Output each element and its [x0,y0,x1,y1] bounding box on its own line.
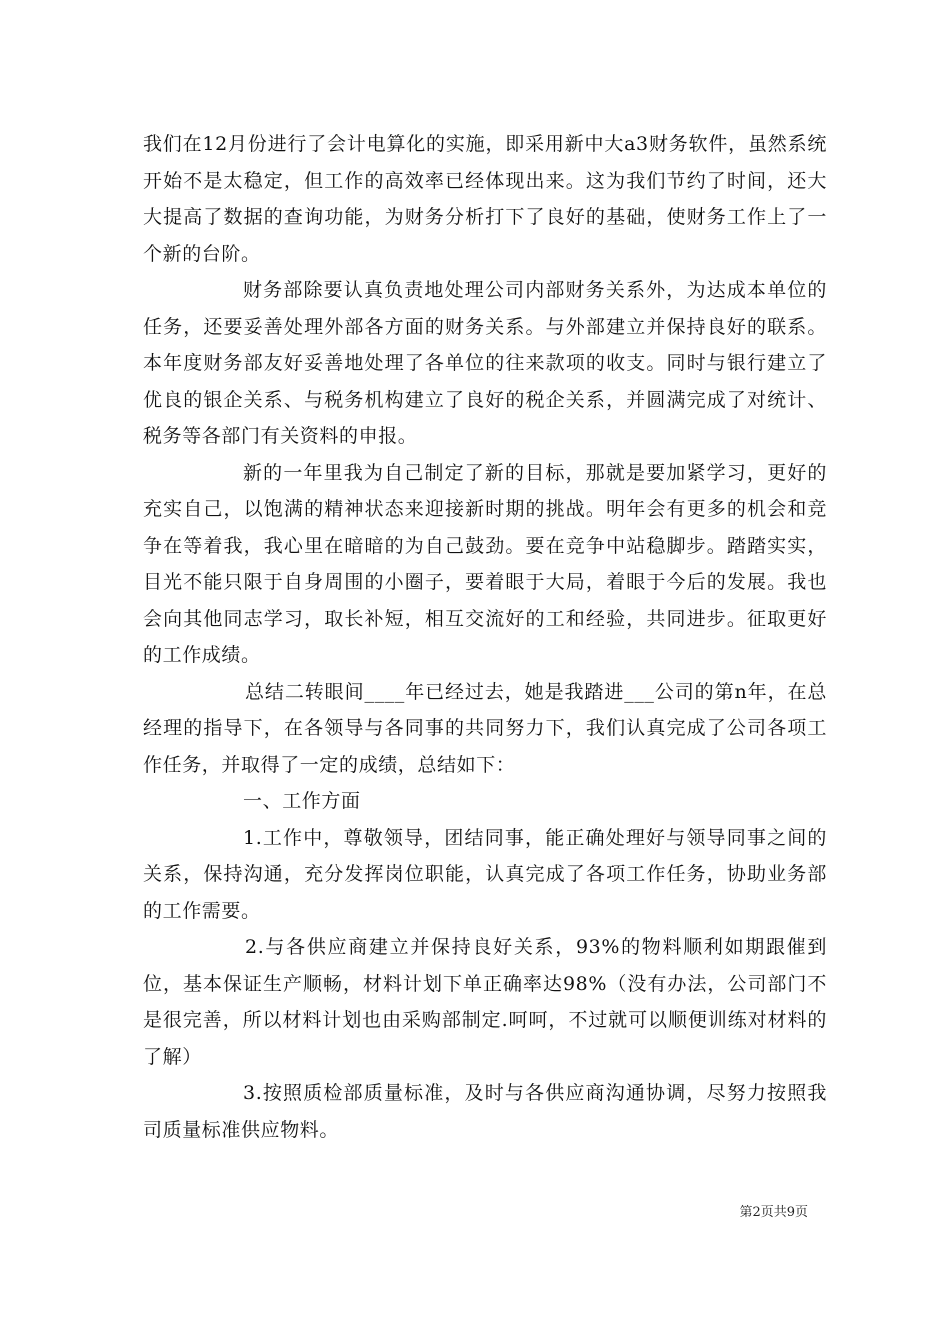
page-number: 第2页共9页 [739,1205,808,1220]
section-heading-work: 一、工作方面 [243,790,361,812]
paragraph-external-relations: 财务部除要认真负责地处理公司内部财务关系外，为达成本单位的任务，还要妥善处理外部各方面的财务关系。与外部建立并保持良好的联系。本年度财务部友好妥善地处理了各单位的往来款项的收支。同时与银行建立了优良的银企关系、与税务机构建立了良好的税企关系，并圆满完成了对统计、税务等各部门有关资料的申报。 [143,279,827,447]
list-item-3: 3.按照质检部质量标准，及时与各供应商沟通协调，尽努力按照我司质量标准供应物料。 [143,1082,827,1141]
document-body [143,126,827,1148]
paragraph-summary-two-intro: 总结二转眼间____年已经过去，她是我踏进___公司的第n年，在总经理的指导下，在各领导与各同事的共同努力下，我们认真完成了公司各项工作任务，并取得了一定的成绩，总结如下： [143,680,827,776]
list-item-2: 2.与各供应商建立并保持良好关系，93%的物料顺利如期跟催到位，基本保证生产顺畅，材料计划下单正确率达98%（没有办法，公司部门不是很完善，所以材料计划也由采购部制定.呵呵，不过就可以顺便训练对材料的了解） [143,936,827,1068]
paragraph-new-year-goals: 新的一年里我为自己制定了新的目标，那就是要加紧学习，更好的充实自己，以饱满的精神状态来迎接新时期的挑战。明年会有更多的机会和竞争在等着我，我心里在暗暗的为自己鼓劲。要在竞争中站稳脚步。踏踏实实，目光不能只限于自身周围的小圈子，要着眼于大局，着眼于今后的发展。我也会向其他同志学习，取长补短，相互交流好的工和经验，共同进步。征取更好的工作成绩。 [143,461,827,666]
list-item-1: 1.工作中，尊敬领导，团结同事，能正确处理好与领导同事之间的关系，保持沟通，充分发挥岗位职能，认真完成了各项工作任务，协助业务部的工作需要。 [143,826,827,922]
paragraph-accounting-computerization: 我们在12月份进行了会计电算化的实施，即采用新中大a3财务软件，虽然系统开始不是太稳定，但工作的高效率已经体现出来。这为我们节约了时间，还大大提高了数据的查询功能，为财务分析打下了良好的基础，使财务工作上了一个新的台阶。 [143,133,827,265]
